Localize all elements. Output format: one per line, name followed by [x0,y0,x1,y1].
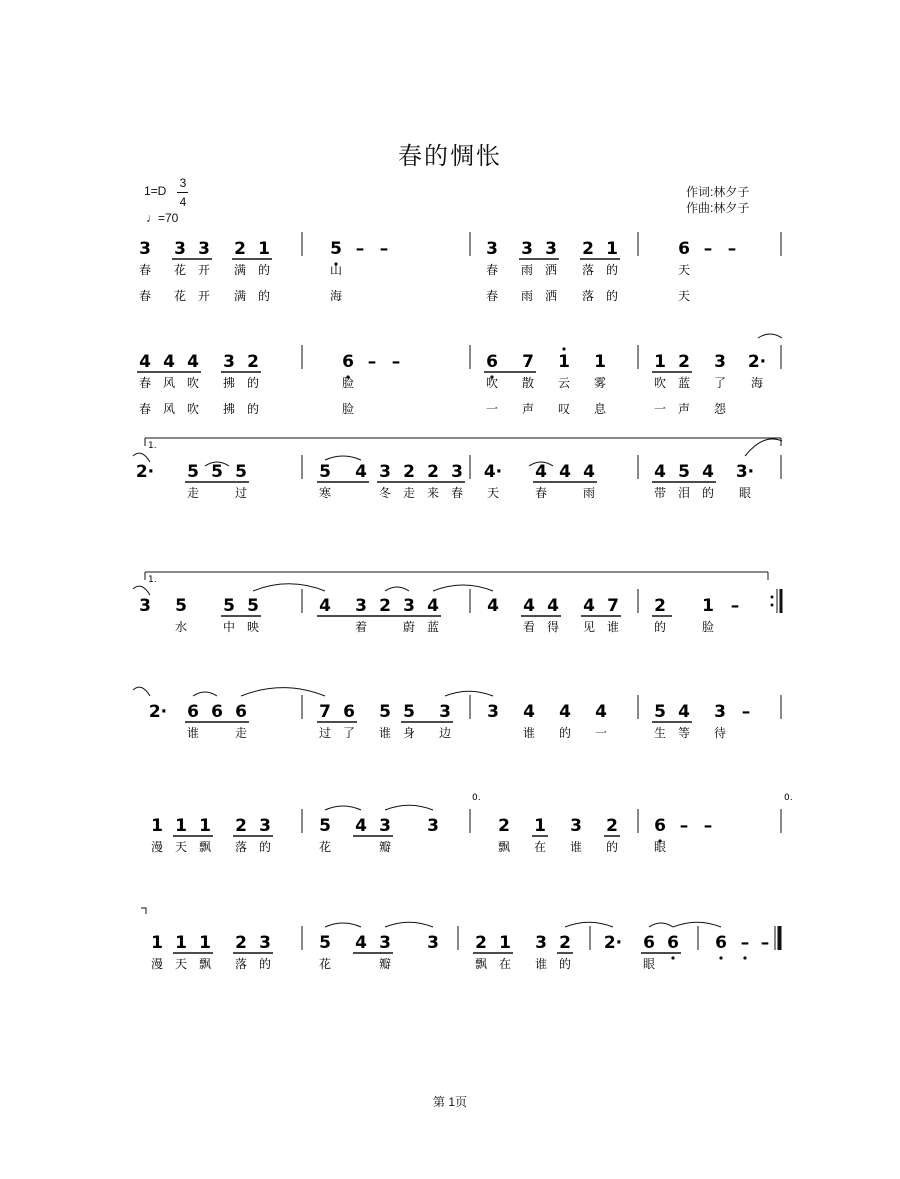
slur-arc [385,587,409,591]
lyric-char: 拂 [222,376,236,390]
octave-dot-low [743,956,746,959]
note: 7 [522,352,534,372]
lyric-char: 谁 [569,840,583,854]
note: 2· [747,352,767,372]
note: 5 [235,462,247,482]
note: 4 [427,596,439,616]
lyric-char: 海 [750,376,764,390]
lyric-char: 春 [138,402,152,416]
note: 3 [403,596,415,616]
lyric-char: 花 [318,840,332,854]
note: 4 [583,462,595,482]
note: 5 [319,816,331,836]
lyric-char: 天 [677,289,691,303]
slur-arc [433,585,493,591]
lyric-char: 雨 [520,263,534,277]
note: 4 [163,352,175,372]
time-signature-unit: 4 [179,195,187,209]
note: 3 [486,239,498,259]
repeat-dot [771,604,774,607]
slur-arc [325,456,361,460]
note: 3 [259,933,271,953]
note: 4 [654,462,666,482]
note: 4 [523,596,535,616]
note: 7 [607,596,619,616]
note: 1 [199,933,211,953]
lyric-char: 吹 [186,376,200,390]
note: 6 [235,702,247,722]
note: 5 [654,702,666,722]
note: 4 [139,352,151,372]
lyric-char: 冬 [378,486,392,500]
note: – [730,596,740,616]
note: 3 [451,462,463,482]
note: 6 [486,352,498,372]
lyric-char: 的 [558,726,572,740]
lyric-char: 怨 [713,402,727,416]
slur-arc [649,923,673,927]
lyric-char: 待 [713,726,727,740]
lyric-char: 叹 [557,402,571,416]
note: 2 [427,462,439,482]
note: 4 [583,596,595,616]
lyric-char: 洒 [544,289,558,303]
lyric-char: 飘 [497,840,511,854]
note: 3 [379,933,391,953]
tie-out-arc [758,334,782,338]
slur-arc [565,922,613,927]
fine-mark: 0. [784,793,793,803]
note: 2 [606,816,618,836]
lyric-char: 春 [534,486,548,500]
note: 6 [715,933,727,953]
note: 6 [187,702,199,722]
lyric-char: 春 [485,289,499,303]
note: 3 [487,702,499,722]
lyric-char: 谁 [522,726,536,740]
lyric-char: 水 [174,620,188,634]
lyric-char: 天 [486,486,500,500]
slur-arc [325,806,361,810]
song-title: 春的惆怅 [398,142,502,170]
lyric-char: 飘 [198,957,212,971]
note: 3 [714,702,726,722]
note: 2 [498,816,510,836]
note: 3 [570,816,582,836]
note: 4 [559,702,571,722]
note: 7 [319,702,331,722]
note: 2 [234,239,246,259]
lyric-char: 着 [354,620,368,634]
lyric-char: 得 [546,620,560,634]
tie-in-arc [133,586,150,595]
note: 3· [735,462,755,482]
lyric-char: 的 [558,957,572,971]
note: 2 [235,816,247,836]
lyric-char: 吹 [485,376,499,390]
lyric-char: 见 [582,620,596,634]
note: – [741,702,751,722]
note: 3 [379,462,391,482]
lyric-char: 雨 [520,289,534,303]
note: 5 [403,702,415,722]
note: 2 [475,933,487,953]
note: – [367,352,377,372]
lyric-char: 走 [234,726,248,740]
note: 5 [247,596,259,616]
lyric-char: 春 [138,263,152,277]
segno-corner [141,908,146,914]
lyric-char: 的 [258,957,272,971]
lyric-char: 飘 [474,957,488,971]
lyric-char: 生 [653,726,667,740]
lyric-char: 的 [605,840,619,854]
note: 3 [427,816,439,836]
fine-mark: 0. [472,793,481,803]
octave-dot-low [719,956,722,959]
repeat-dot [771,596,774,599]
lyric-char: 在 [498,957,512,971]
lyric-char: 春 [450,486,464,500]
lyric-char: 满 [233,289,247,303]
note: 3 [545,239,557,259]
lyric-char: 天 [174,840,188,854]
note: 6 [211,702,223,722]
lyric-char: 海 [329,289,343,303]
composer-credit: 作曲:林夕子 [686,201,750,215]
note: 1 [534,816,546,836]
lyric-char: 拂 [222,402,236,416]
note: – [727,239,737,259]
slur-arc [445,691,493,696]
note: 4 [319,596,331,616]
lyric-char: 蔚 [402,620,416,634]
note: 6 [654,816,666,836]
lyric-char: 边 [438,726,452,740]
lyric-char: 声 [521,402,535,416]
lyric-char: 过 [234,486,248,500]
lyric-char: 满 [233,263,247,277]
note: 4 [187,352,199,372]
lyric-char: 落 [581,263,595,277]
note: 4 [355,933,367,953]
note: 3 [535,933,547,953]
lyric-char: 中 [222,620,236,634]
slur-arc [241,688,325,696]
note: 1 [558,352,570,372]
slur-arc [325,923,361,927]
lyric-char: 身 [402,726,416,740]
note: 2 [678,352,690,372]
note: – [379,239,389,259]
note: 4 [678,702,690,722]
lyric-char: 吹 [653,376,667,390]
note: 4 [595,702,607,722]
lyric-char: 的 [257,263,271,277]
note: 5 [175,596,187,616]
lyric-char: 来 [426,486,440,500]
note: – [679,816,689,836]
lyric-char: 一 [594,726,608,740]
lyricist-credit: 作词:林夕子 [686,185,750,199]
lyric-char: 一 [653,402,667,416]
lyric-char: 眼 [642,957,656,971]
note: 5 [319,933,331,953]
lyric-char: 的 [246,402,260,416]
lyric-char: 落 [581,289,595,303]
lyric-char: 瓣 [378,840,392,854]
note: 1 [199,816,211,836]
lyric-char: 山 [329,263,343,277]
note: – [391,352,401,372]
note: 4 [523,702,535,722]
note: – [355,239,365,259]
lyric-char: 春 [138,289,152,303]
note: 3 [139,239,151,259]
note: 5 [379,702,391,722]
lyric-char: 开 [197,289,211,303]
lyric-char: 的 [605,263,619,277]
lyric-char: 了 [342,726,356,740]
lyric-char: 散 [521,376,535,390]
lyric-char: 眼 [653,840,667,854]
tempo-value: =70 [158,211,179,225]
lyric-char: 雾 [593,376,607,390]
note: 2· [603,933,623,953]
lyric-char: 天 [677,263,691,277]
note: 5 [223,596,235,616]
lyric-char: 谁 [186,726,200,740]
lyric-char: 的 [701,486,715,500]
lyric-char: 春 [485,263,499,277]
lyric-char: 的 [605,289,619,303]
note: 3 [439,702,451,722]
lyric-char: 走 [186,486,200,500]
note: 3 [355,596,367,616]
note: – [703,816,713,836]
lyric-char: 吹 [186,402,200,416]
note: 4 [535,462,547,482]
lyric-char: 走 [402,486,416,500]
note: 3 [259,816,271,836]
note: – [740,933,750,953]
lyric-char: 脸 [341,376,355,390]
note: 4 [355,462,367,482]
note: 1 [258,239,270,259]
octave-dot-low [671,956,674,959]
lyric-char: 风 [162,402,176,416]
note: 5 [319,462,331,482]
note: 2· [148,702,168,722]
note: 4 [559,462,571,482]
note: 2 [654,596,666,616]
note: 6 [342,352,354,372]
time-signature-beats: 3 [179,176,187,190]
note: 3 [521,239,533,259]
slur-arc [193,692,217,696]
lyric-char: 落 [234,957,248,971]
note: 4 [702,462,714,482]
note: 4 [487,596,499,616]
lyric-char: 蓝 [677,376,691,390]
quarter-note-icon: ♩ [146,211,158,225]
note: 6 [678,239,690,259]
note: 4· [483,462,503,482]
lyric-char: 洒 [544,263,558,277]
lyric-char: 谁 [534,957,548,971]
note: – [703,239,713,259]
note: 2· [135,462,155,482]
note: 1 [151,816,163,836]
lyric-char: 声 [677,402,691,416]
lyric-char: 眼 [738,486,752,500]
note: 5 [187,462,199,482]
tie-in-arc [133,687,150,696]
lyric-char: 等 [677,726,691,740]
lyric-char: 的 [246,376,260,390]
note: 3 [427,933,439,953]
slur-arc [673,922,721,927]
volta-label: 1. [148,441,157,451]
note: 3 [714,352,726,372]
note: 4 [355,816,367,836]
note: 1 [606,239,618,259]
lyric-char: 一 [485,402,499,416]
note: 3 [198,239,210,259]
page-number: 第 1页 [432,1095,467,1109]
lyric-char: 雨 [582,486,596,500]
lyric-char: 泪 [677,486,691,500]
note: 3 [139,596,151,616]
note: 1 [151,933,163,953]
lyric-char: 谁 [378,726,392,740]
lyric-char: 息 [593,402,607,416]
note: 1 [702,596,714,616]
lyric-char: 开 [197,263,211,277]
note: 3 [223,352,235,372]
note: 2 [379,596,391,616]
lyric-char: 云 [557,376,571,390]
lyric-char: 映 [246,620,260,634]
tie-out-arc [745,439,782,456]
note: 5 [330,239,342,259]
note: 6 [343,702,355,722]
lyric-char: 风 [162,376,176,390]
note: 2 [403,462,415,482]
lyric-char: 脸 [701,620,715,634]
lyric-char: 漫 [150,957,164,971]
lyric-char: 的 [257,289,271,303]
lyric-char: 春 [138,376,152,390]
lyric-char: 带 [653,486,667,500]
note: 2 [582,239,594,259]
note: 1 [175,816,187,836]
lyric-char: 谁 [606,620,620,634]
note: 4 [547,596,559,616]
lyric-char: 过 [318,726,332,740]
note: – [760,933,770,953]
note: 1 [654,352,666,372]
slur-arc [253,584,325,591]
lyric-char: 蓝 [426,620,440,634]
slur-arc [385,805,433,810]
lyric-char: 天 [174,957,188,971]
note: 3 [174,239,186,259]
lyric-char: 瓣 [378,957,392,971]
lyric-char: 的 [258,840,272,854]
note: 3 [379,816,391,836]
note: 5 [211,462,223,482]
key-signature: 1=D [144,184,167,198]
lyric-char: 寒 [318,486,332,500]
note: 2 [247,352,259,372]
lyric-char: 在 [533,840,547,854]
note: 5 [678,462,690,482]
note: 6 [667,933,679,953]
note: 2 [235,933,247,953]
note: 6 [643,933,655,953]
octave-dot-high [562,347,565,350]
lyric-char: 脸 [341,402,355,416]
tie-in-arc [133,453,150,462]
note: 1 [499,933,511,953]
note: 1 [594,352,606,372]
note: 1 [175,933,187,953]
volta-label: 1. [148,575,157,585]
lyric-char: 漫 [150,840,164,854]
lyric-char: 花 [318,957,332,971]
lyric-char: 的 [653,620,667,634]
note: 2 [559,933,571,953]
slur-arc [385,922,433,927]
lyric-char: 花 [173,289,187,303]
lyric-char: 看 [522,620,536,634]
lyric-char: 落 [234,840,248,854]
lyric-char: 花 [173,263,187,277]
lyric-char: 了 [713,376,727,390]
lyric-char: 飘 [198,840,212,854]
